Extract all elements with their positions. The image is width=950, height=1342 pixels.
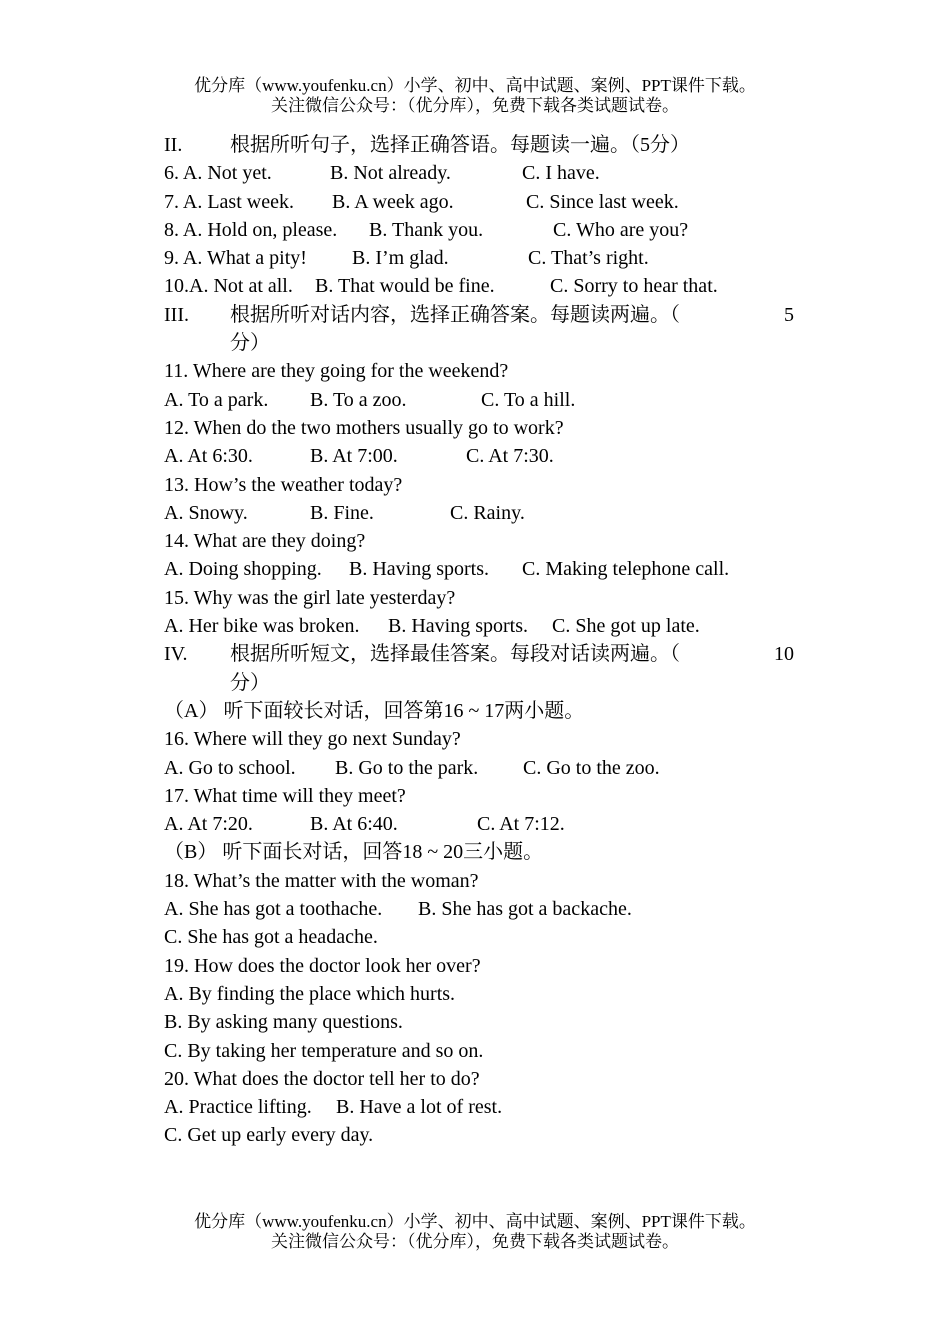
question-6 — [164, 159, 794, 187]
option-c: C. Go to the zoo. — [523, 756, 660, 779]
section-4-heading — [164, 640, 794, 697]
question-12-options — [164, 442, 794, 470]
option-b: B. I’m glad. — [352, 247, 449, 270]
document-body — [164, 131, 794, 1150]
option-a: 9. A. What a pity! — [164, 247, 307, 270]
option-b: B. Go to the park. — [335, 756, 479, 779]
option-c: C. Who are you? — [553, 218, 689, 241]
option-b: B. Thank you. — [369, 218, 484, 241]
instruction-continuation: 分） — [230, 332, 270, 355]
question-15-options — [164, 612, 794, 640]
question-19-option-c: C. By taking her temperature and so on. — [164, 1039, 484, 1062]
section-number: IV. — [164, 643, 188, 666]
question-19-option-a: A. By finding the place which hurts. — [164, 982, 456, 1005]
option-a: 7. A. Last week. — [164, 190, 294, 213]
part-b-heading: （B） 听下面长对话，回答18 ~ 20三小题。 — [164, 841, 544, 864]
footer-line-2: 关注微信公众号：（优分库），免费下载各类试题试卷。 — [271, 1232, 679, 1251]
option-b: B. Having sports. — [349, 558, 489, 581]
option-b: B. Not already. — [330, 162, 451, 185]
header-line-2: 关注微信公众号：（优分库），免费下载各类试题试卷。 — [271, 96, 679, 115]
option-a: A. At 7:20. — [164, 813, 253, 836]
option-c: C. Rainy. — [450, 501, 525, 524]
question-19-text: 19. How does the doctor look her over? — [164, 954, 481, 977]
question-10 — [164, 272, 794, 300]
page-footer — [0, 1212, 950, 1252]
option-b: B. Have a lot of rest. — [336, 1096, 503, 1119]
option-b: B. At 7:00. — [310, 445, 398, 468]
question-7 — [164, 188, 794, 216]
question-20-text: 20. What does the doctor tell her to do? — [164, 1067, 480, 1090]
question-18-options — [164, 895, 794, 923]
question-12-text: 12. When do the two mothers usually go to work? — [164, 416, 564, 439]
instruction-continuation: 分） — [230, 671, 270, 694]
option-c: C. Making telephone call. — [522, 558, 730, 581]
section-2-heading — [164, 131, 794, 159]
section-instructions: 根据所听句子，选择正确答语。每题读一遍。（5分） — [230, 134, 690, 156]
option-a: A. At 6:30. — [164, 445, 253, 468]
option-a: A. Snowy. — [164, 501, 248, 524]
instruction-score: 5 — [784, 303, 794, 326]
option-b: B. A week ago. — [332, 190, 454, 213]
part-a-heading: （A） 听下面较长对话，回答第16 ~ 17两小题。 — [164, 699, 585, 722]
option-c: C. She got up late. — [552, 615, 700, 638]
question-17-text: 17. What time will they meet? — [164, 784, 406, 807]
question-9 — [164, 244, 794, 272]
question-15-text: 15. Why was the girl late yesterday? — [164, 586, 456, 609]
question-14-text: 14. What are they doing? — [164, 530, 366, 553]
question-18-option-c: C. She has got a headache. — [164, 926, 378, 949]
header-line-1: 优分库（www.youfenku.cn）小学、初中、高中试题、案例、PPT课件下载。 — [194, 76, 756, 95]
option-c: C. Sorry to hear that. — [550, 275, 718, 298]
section-number: III. — [164, 303, 189, 326]
option-b: B. Fine. — [310, 501, 374, 524]
option-c: C. That’s right. — [528, 247, 649, 270]
option-b: B. She has got a backache. — [418, 898, 632, 921]
section-instructions — [230, 301, 794, 329]
option-a: 10.A. Not at all. — [164, 275, 293, 298]
option-a: A. Go to school. — [164, 756, 296, 779]
question-18-text: 18. What’s the matter with the woman? — [164, 869, 479, 892]
question-16-text: 16. Where will they go next Sunday? — [164, 728, 461, 751]
option-c: C. At 7:12. — [477, 813, 565, 836]
instruction-text: 根据所听短文，选择最佳答案。每段对话读两遍。（ — [230, 643, 680, 666]
option-a: 8. A. Hold on, please. — [164, 218, 338, 241]
option-b: B. To a zoo. — [310, 388, 407, 411]
section-3-heading — [164, 301, 794, 358]
question-14-options — [164, 555, 794, 583]
question-19-option-b: B. By asking many questions. — [164, 1011, 403, 1034]
instruction-text: 根据所听对话内容，选择正确答案。每题读两遍。（ — [230, 303, 680, 326]
option-a: A. Practice lifting. — [164, 1096, 312, 1119]
question-20-option-c: C. Get up early every day. — [164, 1124, 374, 1147]
option-c: C. I have. — [522, 162, 600, 185]
section-number: II. — [164, 134, 183, 156]
question-20-options — [164, 1093, 794, 1121]
option-a: A. Her bike was broken. — [164, 615, 360, 638]
option-b: B. At 6:40. — [310, 813, 398, 836]
option-a: A. Doing shopping. — [164, 558, 322, 581]
option-b: B. Having sports. — [388, 615, 528, 638]
footer-line-1: 优分库（www.youfenku.cn）小学、初中、高中试题、案例、PPT课件下载。 — [194, 1212, 756, 1231]
option-a: A. To a park. — [164, 388, 269, 411]
question-8 — [164, 216, 794, 244]
question-13-options — [164, 499, 794, 527]
option-c: C. Since last week. — [526, 190, 679, 213]
instruction-score: 10 — [774, 643, 794, 666]
option-b: B. That would be fine. — [315, 275, 495, 298]
section-instructions — [230, 640, 794, 668]
option-c: C. At 7:30. — [466, 445, 554, 468]
question-16-options — [164, 754, 794, 782]
option-a: 6. A. Not yet. — [164, 162, 272, 185]
question-13-text: 13. How’s the weather today? — [164, 473, 403, 496]
question-11-text: 11. Where are they going for the weekend? — [164, 360, 509, 383]
option-c: C. To a hill. — [481, 388, 576, 411]
question-17-options — [164, 810, 794, 838]
page-header — [0, 76, 950, 116]
option-a: A. She has got a toothache. — [164, 898, 383, 921]
question-11-options — [164, 386, 794, 414]
